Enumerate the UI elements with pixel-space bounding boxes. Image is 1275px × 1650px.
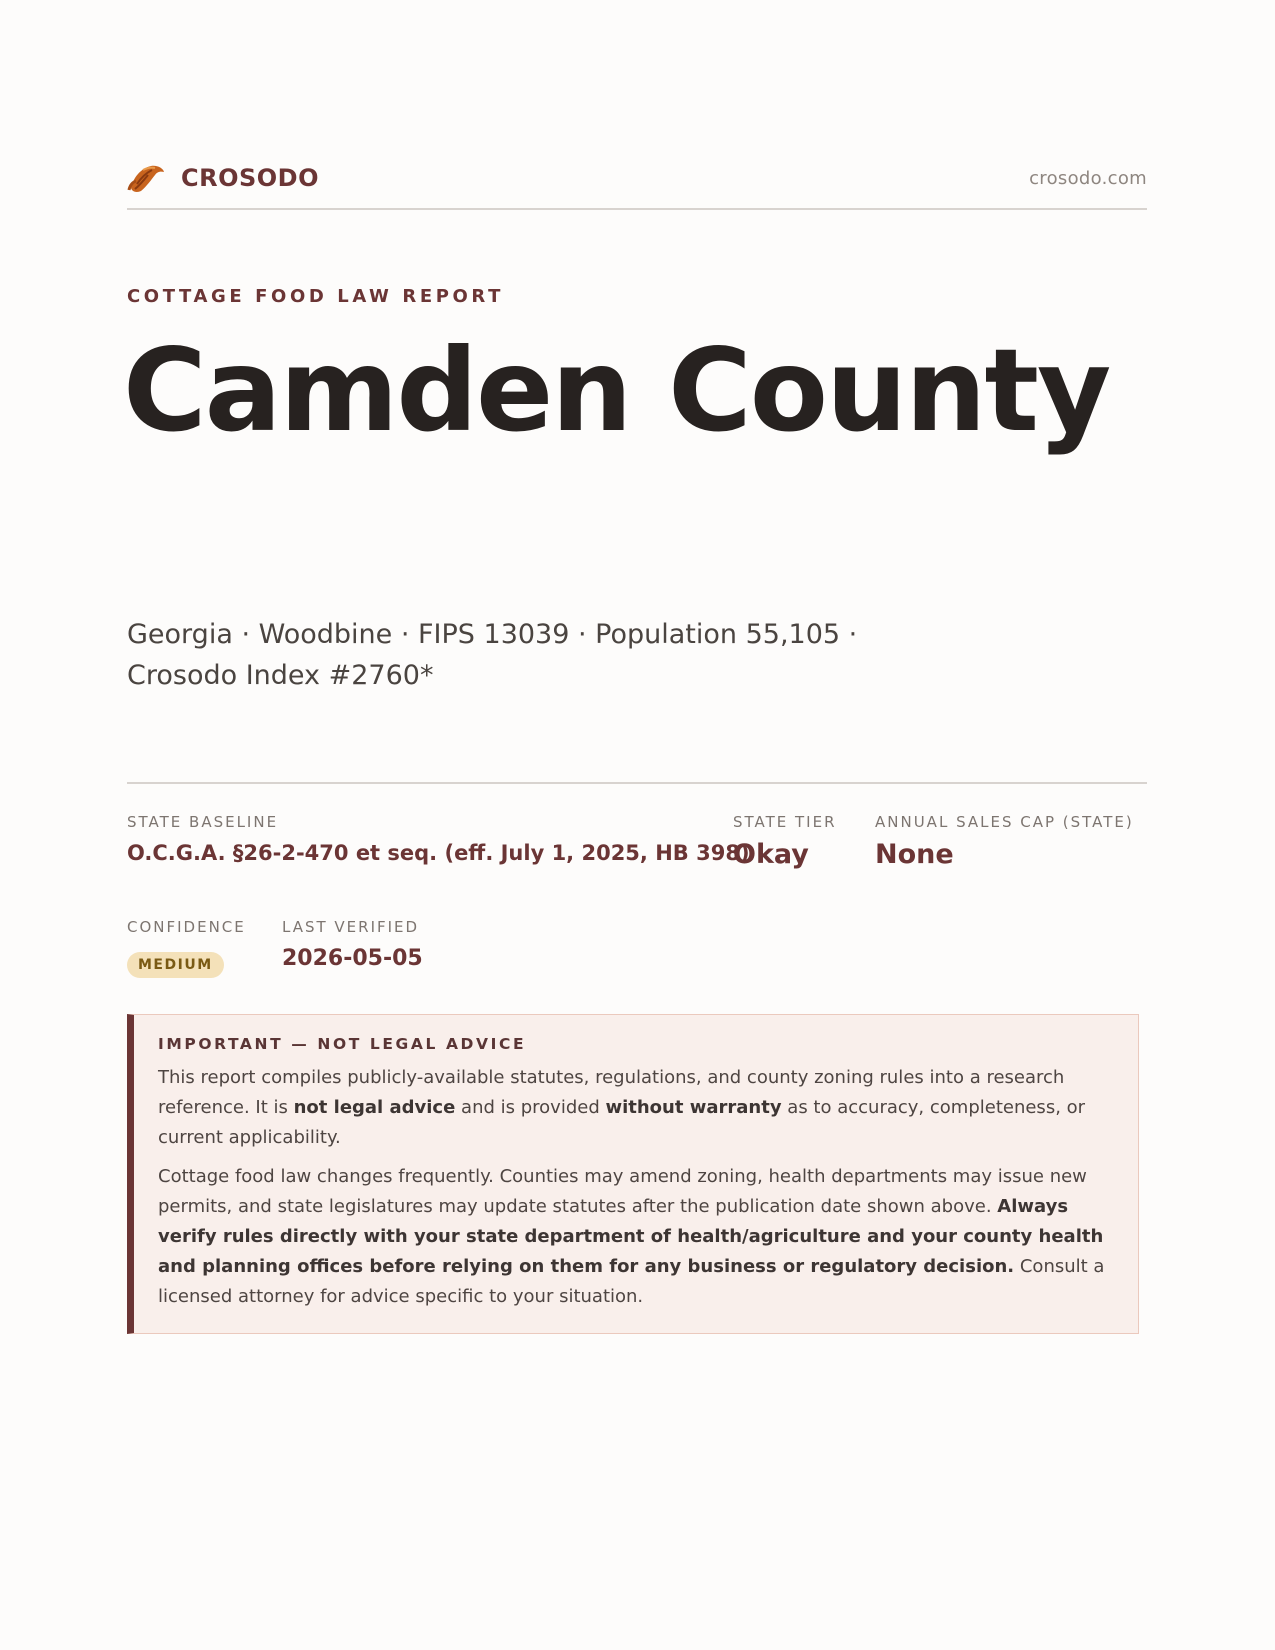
header-divider [127, 208, 1147, 210]
last-verified-value: 2026-05-05 [282, 946, 423, 971]
brand-name: CROSODO [181, 164, 320, 192]
notice-title: IMPORTANT — NOT LEGAL ADVICE [158, 1035, 527, 1053]
notice-paragraph-1 [158, 1063, 1112, 1153]
state-tier-value: Okay [733, 839, 809, 870]
notice-emphasis: Always verify rules directly with your state department of health/agriculture and your county health and planning offices before relying on them for any business or regulatory decision. [158, 1196, 1104, 1277]
notice-text: Consult a licensed attorney for advice specific to your situation. [158, 1256, 1105, 1307]
confidence-badge: MEDIUM [127, 952, 224, 978]
location-summary: Georgia · Woodbine · FIPS 13039 · Population 55,105 · Crosodo Index #2760* [127, 619, 858, 691]
sales-cap-field [875, 813, 1134, 870]
state-baseline-field [127, 813, 750, 865]
notice-paragraph-2 [158, 1162, 1112, 1312]
notice-text: as to accuracy, completeness, or current applicability. [158, 1097, 1086, 1148]
report-eyebrow: COTTAGE FOOD LAW REPORT [127, 286, 504, 307]
section-divider [127, 782, 1147, 784]
confidence-label: CONFIDENCE [127, 918, 246, 936]
notice-text: Cottage food law changes frequently. Counties may amend zoning, health departments may issue new permits, and state legislatures may update statutes after the publication date shown above. [158, 1166, 1087, 1217]
sales-cap-label: ANNUAL SALES CAP (STATE) [875, 813, 1134, 831]
last-verified-label: LAST VERIFIED [282, 918, 420, 936]
state-tier-field [733, 813, 837, 870]
confidence-field [127, 918, 246, 978]
notice-emphasis: without warranty [605, 1097, 782, 1118]
page-title: Camden County [123, 324, 1110, 457]
brand [127, 158, 319, 198]
sales-cap-value: None [875, 839, 954, 870]
last-verified-field [282, 918, 423, 971]
legal-notice [127, 1014, 1139, 1334]
notice-text: This report compiles publicly-available statutes, regulations, and county zoning rules into a research reference. It is [158, 1067, 1065, 1118]
notice-text: and is provided [455, 1097, 606, 1118]
notice-emphasis: not legal advice [293, 1097, 456, 1118]
state-baseline-label: STATE BASELINE [127, 813, 279, 831]
site-url[interactable]: crosodo.com [1029, 168, 1147, 189]
page-header [127, 152, 1147, 208]
state-baseline-value: O.C.G.A. §26-2-470 et seq. (eff. July 1, 2025, HB 398) [127, 841, 750, 865]
croissant-icon [127, 158, 167, 198]
state-tier-label: STATE TIER [733, 813, 837, 831]
